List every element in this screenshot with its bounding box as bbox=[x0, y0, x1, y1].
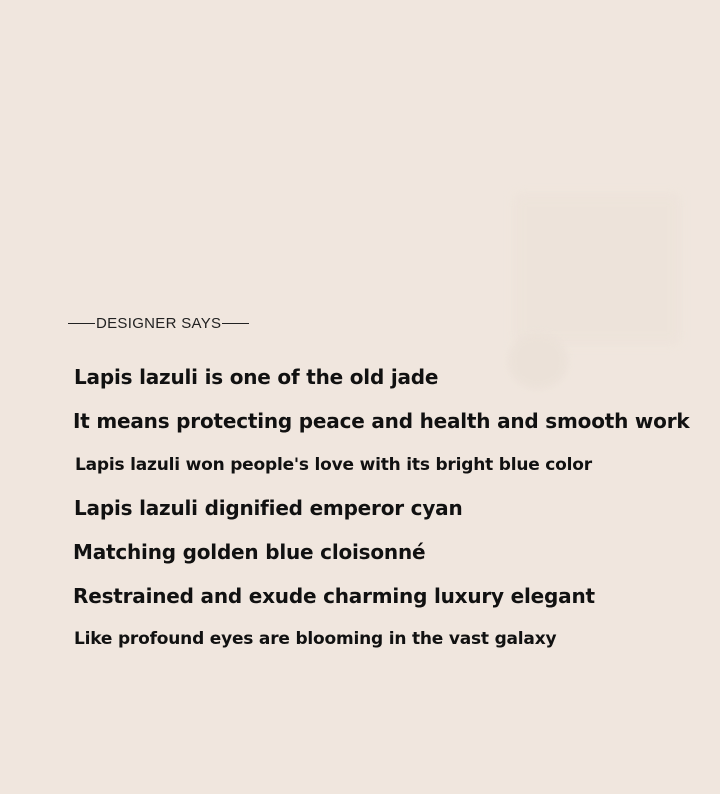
decorative-background-circle bbox=[508, 333, 568, 389]
decorative-background-shape bbox=[514, 194, 680, 344]
description-line-3: Lapis lazuli won people's love with its bright blue color bbox=[75, 455, 592, 475]
description-line-6: Restrained and exude charming luxury elegant bbox=[73, 584, 595, 608]
description-line-1: Lapis lazuli is one of the old jade bbox=[74, 365, 439, 389]
section-heading bbox=[68, 313, 249, 333]
description-line-5: Matching golden blue cloisonné bbox=[73, 540, 426, 564]
section-heading-text: DESIGNER SAYS bbox=[96, 314, 222, 332]
description-line-4: Lapis lazuli dignified emperor cyan bbox=[74, 496, 463, 520]
description-line-7: Like profound eyes are blooming in the vast galaxy bbox=[74, 629, 557, 649]
heading-rule-right bbox=[222, 323, 249, 324]
heading-rule-left bbox=[68, 323, 95, 324]
description-line-2: It means protecting peace and health and smooth work bbox=[73, 409, 690, 433]
